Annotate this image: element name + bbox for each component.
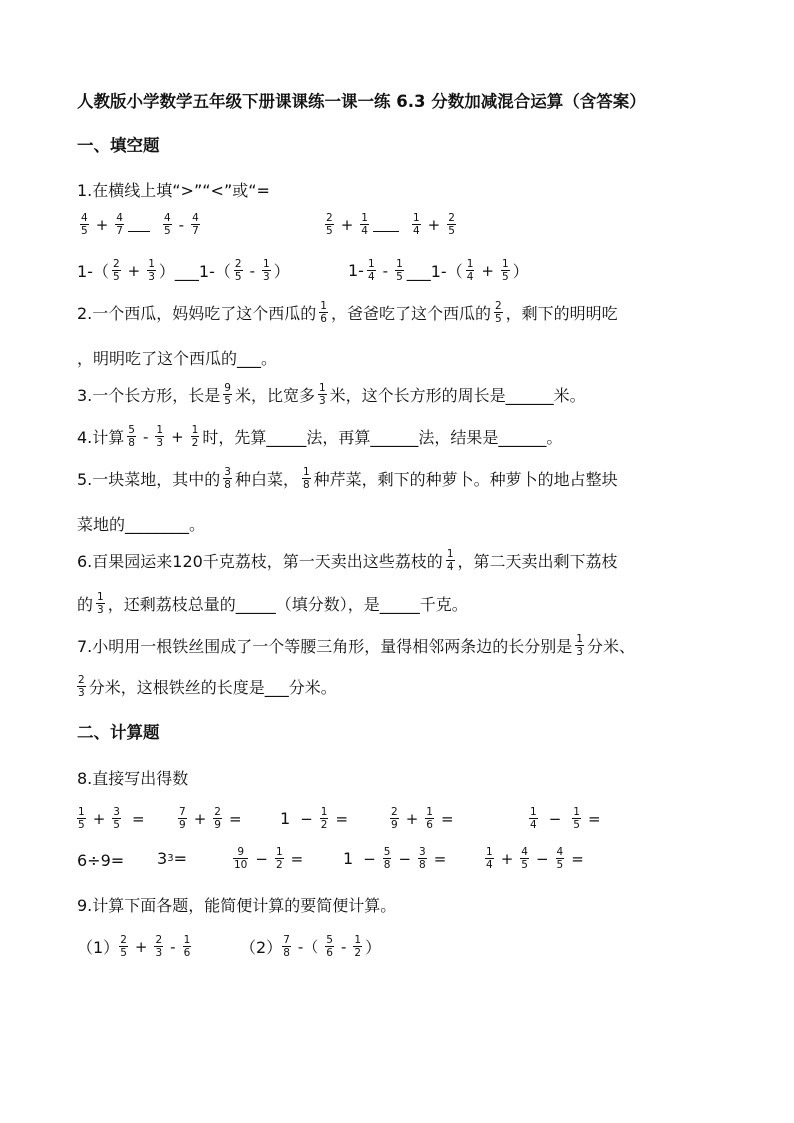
operator: - <box>178 215 185 234</box>
q8-item <box>230 846 307 871</box>
fraction <box>80 212 89 237</box>
operator: = <box>335 809 349 828</box>
numerator: 1 <box>530 806 537 818</box>
fraction <box>325 212 334 237</box>
fraction <box>325 934 334 959</box>
text-run: 种芹菜，剩下的种萝卜。种萝卜的地占整块 <box>313 470 618 489</box>
fraction <box>447 212 456 237</box>
q8-item <box>387 806 458 831</box>
fraction <box>234 258 243 283</box>
numerator: 9 <box>224 382 231 394</box>
numerator: 2 <box>155 934 163 946</box>
numerator: 3 <box>224 466 231 478</box>
operator: = <box>228 809 242 828</box>
operator: + <box>95 215 109 234</box>
text-run: （2） <box>240 938 283 957</box>
denominator: 8 <box>128 437 135 449</box>
numerator: 1 <box>573 806 580 818</box>
denominator: 8 <box>283 947 290 959</box>
text-run: 1-（ <box>77 262 109 281</box>
denominator: 4 <box>446 561 454 573</box>
numerator: 3 <box>113 806 120 818</box>
fraction <box>575 633 584 658</box>
operator: + <box>134 937 148 956</box>
numerator: 7 <box>283 934 290 946</box>
operator: − <box>535 849 549 868</box>
fraction <box>390 806 399 831</box>
text-run: 种白菜， <box>234 470 299 489</box>
denominator: 6 <box>426 819 433 831</box>
denominator: 8 <box>302 479 310 491</box>
operator: + <box>92 809 106 828</box>
q9-part-1 <box>77 934 194 959</box>
q8-item <box>157 849 187 868</box>
fraction <box>154 934 163 959</box>
q8-item: 6÷9= <box>77 851 125 870</box>
section-calculation: 二、计算题 <box>77 723 160 742</box>
denominator: 3 <box>263 271 270 283</box>
numerator: 5 <box>326 934 333 946</box>
numerator: 2 <box>234 258 242 270</box>
answer-blank[interactable] <box>128 217 150 232</box>
denominator: 5 <box>81 225 88 237</box>
numerator: 7 <box>179 806 186 818</box>
fraction <box>353 934 362 959</box>
denominator: 5 <box>494 313 502 325</box>
q5-line-1 <box>77 466 618 491</box>
numerator: 1 <box>412 212 420 224</box>
fraction <box>223 466 232 491</box>
text-run: 3.一个长方形，长是 <box>77 386 221 405</box>
numerator: 5 <box>128 424 135 436</box>
fraction <box>302 466 311 491</box>
fraction <box>383 846 392 871</box>
text-run: ） <box>273 262 290 281</box>
text-run: 7.小明用一根铁丝围成了一个等腰三角形，量得相邻两条边的长分别是 <box>77 637 573 656</box>
numerator: 2 <box>448 212 455 224</box>
denominator: 2 <box>191 437 199 449</box>
numerator: 1 <box>466 258 474 270</box>
q1-compare-4 <box>348 258 529 283</box>
operator: -（ <box>297 938 319 956</box>
denominator: 8 <box>224 479 231 491</box>
denominator: 5 <box>448 225 455 237</box>
operator: − <box>300 809 313 828</box>
operator: + <box>193 809 207 828</box>
text-run: ___1-（ <box>406 262 463 281</box>
answer-blank[interactable] <box>373 217 399 232</box>
denominator: 5 <box>112 271 120 283</box>
fraction <box>155 424 164 449</box>
q2-line-1 <box>77 300 618 325</box>
q7-line-1 <box>77 633 635 658</box>
fraction <box>282 934 291 959</box>
text-run: 1- <box>348 261 364 280</box>
numerator: 5 <box>383 846 391 858</box>
fraction <box>127 424 136 449</box>
denominator: 9 <box>391 819 398 831</box>
numerator: 1 <box>501 258 509 270</box>
fraction <box>191 424 200 449</box>
text-run: ） <box>512 262 529 281</box>
denominator: 8 <box>419 859 426 871</box>
fraction <box>520 846 529 871</box>
numerator: 2 <box>494 300 502 312</box>
numerator: 2 <box>391 806 398 818</box>
operator: + <box>405 809 419 828</box>
section-fill-in: 一、填空题 <box>77 136 160 155</box>
denominator: 3 <box>155 947 163 959</box>
q1-compare-1 <box>77 212 203 237</box>
q9-part-2 <box>240 934 381 959</box>
fraction <box>112 258 121 283</box>
fraction <box>494 300 503 325</box>
denominator: 7 <box>192 225 199 237</box>
text-run: 5.一块菜地，其中的 <box>77 470 221 489</box>
denominator: 5 <box>556 859 564 871</box>
fraction <box>556 846 565 871</box>
fraction <box>395 258 404 283</box>
fraction <box>367 258 376 283</box>
fraction <box>262 258 271 283</box>
numerator: 4 <box>163 212 171 224</box>
numerator: 3 <box>419 846 426 858</box>
q6-line-2 <box>77 591 468 616</box>
fraction <box>119 934 128 959</box>
fraction <box>115 212 124 237</box>
q8-item <box>175 806 246 831</box>
operator: = <box>571 849 584 868</box>
denominator: 4 <box>466 271 474 283</box>
q8-item <box>482 846 588 871</box>
operator: - <box>340 937 347 956</box>
fraction <box>360 212 369 237</box>
fraction <box>183 934 192 959</box>
denominator: 3 <box>576 646 583 658</box>
fraction <box>213 806 222 831</box>
numerator: 1 <box>426 806 433 818</box>
fraction <box>96 591 105 616</box>
operator: = <box>131 809 145 828</box>
numerator: 4 <box>192 212 199 224</box>
text-run: 3 <box>167 853 174 864</box>
fraction <box>485 846 494 871</box>
text-run: （1） <box>77 938 120 957</box>
text-run: 1 <box>280 809 291 828</box>
operator: = <box>587 809 601 828</box>
fraction <box>418 846 427 871</box>
q8-item <box>280 806 352 831</box>
q8-prompt: 8.直接写出得数 <box>77 769 189 788</box>
fraction <box>412 212 421 237</box>
text-run: 分米，这根铁丝的长度是___分米。 <box>88 678 337 697</box>
numerator: 2 <box>78 674 85 686</box>
fraction <box>572 806 581 831</box>
numerator: 2 <box>120 934 127 946</box>
q8-item <box>343 846 450 871</box>
operator: + <box>500 849 514 868</box>
denominator: 5 <box>163 225 171 237</box>
numerator: 1 <box>156 424 164 436</box>
denominator: 6 <box>183 947 191 959</box>
operator: = <box>440 809 454 828</box>
text-run: 米，这个长方形的周长是______米。 <box>329 386 586 405</box>
denominator: 4 <box>530 819 537 831</box>
denominator: 5 <box>234 271 242 283</box>
fraction <box>77 806 86 831</box>
denominator: 9 <box>179 819 186 831</box>
q1-compare-3 <box>77 258 290 283</box>
denominator: 5 <box>521 859 528 871</box>
denominator: 5 <box>224 395 231 407</box>
q6-line-1 <box>77 548 618 573</box>
denominator: 5 <box>113 819 120 831</box>
q7-line-2 <box>77 674 337 699</box>
text-run: ，第二天卖出剩下荔枝 <box>457 552 618 571</box>
text-run: = <box>173 849 187 868</box>
denominator: 5 <box>120 947 127 959</box>
fraction <box>112 806 121 831</box>
fraction <box>320 806 329 831</box>
numerator: 1 <box>361 212 368 224</box>
numerator: 1 <box>446 548 454 560</box>
text-run: ） <box>365 938 382 957</box>
q8-item <box>526 806 605 831</box>
operator: + <box>171 427 184 446</box>
numerator: 1 <box>183 934 191 946</box>
numerator: 1 <box>78 806 85 818</box>
denominator: 3 <box>148 271 155 283</box>
denominator: 3 <box>318 395 326 407</box>
operator: - <box>142 427 149 446</box>
operator: − <box>398 849 412 868</box>
text-run: 的 <box>77 595 94 614</box>
operator: + <box>481 261 494 280</box>
denominator: 2 <box>320 819 328 831</box>
denominator: 5 <box>396 271 403 283</box>
fraction <box>223 382 232 407</box>
text-run: ，还剩荔枝总量的_____（填分数），是_____千克。 <box>107 595 468 614</box>
operator: − <box>255 849 268 868</box>
operator: + <box>427 215 441 234</box>
numerator: 1 <box>263 258 270 270</box>
numerator: 1 <box>97 591 104 603</box>
text-run: 6.百果园运来120千克荔枝，第一天卖出这些荔枝的 <box>77 552 443 571</box>
text-run: 3 <box>157 849 168 868</box>
fraction <box>319 300 328 325</box>
denominator: 2 <box>275 859 283 871</box>
numerator: 1 <box>191 424 199 436</box>
numerator: 1 <box>396 258 403 270</box>
q5-line-2: 菜地的________。 <box>77 515 206 534</box>
fraction <box>147 258 156 283</box>
text-run: ）___1-（ <box>158 262 231 281</box>
text-run: 分米、 <box>586 637 635 656</box>
denominator: 4 <box>367 271 375 283</box>
denominator: 4 <box>412 225 420 237</box>
denominator: 5 <box>573 819 580 831</box>
fraction <box>178 806 187 831</box>
operator: − <box>548 809 562 828</box>
text-run: ，爸爸吃了这个西瓜的 <box>330 304 491 323</box>
q9-prompt: 9.计算下面各题，能简便计算的要简便计算。 <box>77 896 397 915</box>
denominator: 6 <box>320 313 327 325</box>
numerator: 1 <box>367 258 375 270</box>
text-run: 米，比宽多 <box>234 386 315 405</box>
text-run: 1 <box>343 849 354 868</box>
numerator: 1 <box>354 934 362 946</box>
operator: - <box>170 937 176 956</box>
fraction <box>191 212 200 237</box>
operator: + <box>127 261 141 280</box>
operator: + <box>340 215 354 234</box>
numerator: 2 <box>326 212 333 224</box>
q8-item <box>77 806 149 831</box>
denominator: 8 <box>383 859 391 871</box>
numerator: 4 <box>556 846 564 858</box>
page-title: 人教版小学数学五年级下册课课练一课一练 6.3 分数加减混合运算（含答案） <box>77 92 646 111</box>
numerator: 9 <box>237 846 245 858</box>
operator: − <box>363 849 376 868</box>
text-run: 时，先算_____法，再算______法，结果是______。 <box>202 428 563 447</box>
text-run: 4.计算 <box>77 428 125 447</box>
denominator: 5 <box>326 225 333 237</box>
denominator: 7 <box>116 225 123 237</box>
fraction <box>446 548 455 573</box>
fraction <box>318 382 327 407</box>
denominator: 5 <box>78 819 85 831</box>
denominator: 9 <box>214 819 221 831</box>
numerator: 1 <box>320 806 328 818</box>
text-run: 2.一个西瓜，妈妈吃了这个西瓜的 <box>77 304 317 323</box>
denominator: 6 <box>326 947 333 959</box>
q4-line <box>77 424 562 449</box>
numerator: 1 <box>302 466 310 478</box>
denominator: 3 <box>78 687 85 699</box>
operator: = <box>433 849 447 868</box>
denominator: 4 <box>361 225 368 237</box>
numerator: 1 <box>148 258 155 270</box>
numerator: 2 <box>214 806 221 818</box>
fraction <box>163 212 172 237</box>
fraction <box>275 846 284 871</box>
numerator: 1 <box>318 382 326 394</box>
numerator: 4 <box>521 846 528 858</box>
numerator: 4 <box>81 212 88 224</box>
denominator: 2 <box>354 947 362 959</box>
fraction <box>77 674 86 699</box>
denominator: 3 <box>156 437 164 449</box>
denominator: 10 <box>234 859 248 871</box>
fraction <box>529 806 538 831</box>
operator: - <box>382 261 389 280</box>
fraction <box>466 258 475 283</box>
operator: = <box>290 849 304 868</box>
numerator: 4 <box>116 212 123 224</box>
fraction <box>425 806 434 831</box>
numerator: 2 <box>112 258 120 270</box>
numerator: 1 <box>320 300 327 312</box>
numerator: 1 <box>576 633 583 645</box>
denominator: 4 <box>486 859 493 871</box>
q1-compare-2 <box>322 212 459 237</box>
fraction <box>501 258 510 283</box>
text-run: ，剩下的明明吃 <box>505 304 618 323</box>
denominator: 3 <box>97 604 104 616</box>
operator: - <box>249 261 255 280</box>
q1-prompt: 1.在横线上填“>”“<”或“= <box>77 181 270 200</box>
numerator: 1 <box>486 846 493 858</box>
numerator: 1 <box>275 846 283 858</box>
fraction <box>233 846 248 871</box>
q3-line <box>77 382 586 407</box>
denominator: 5 <box>501 271 509 283</box>
q2-line-2: ，明明吃了这个西瓜的___。 <box>77 349 278 368</box>
